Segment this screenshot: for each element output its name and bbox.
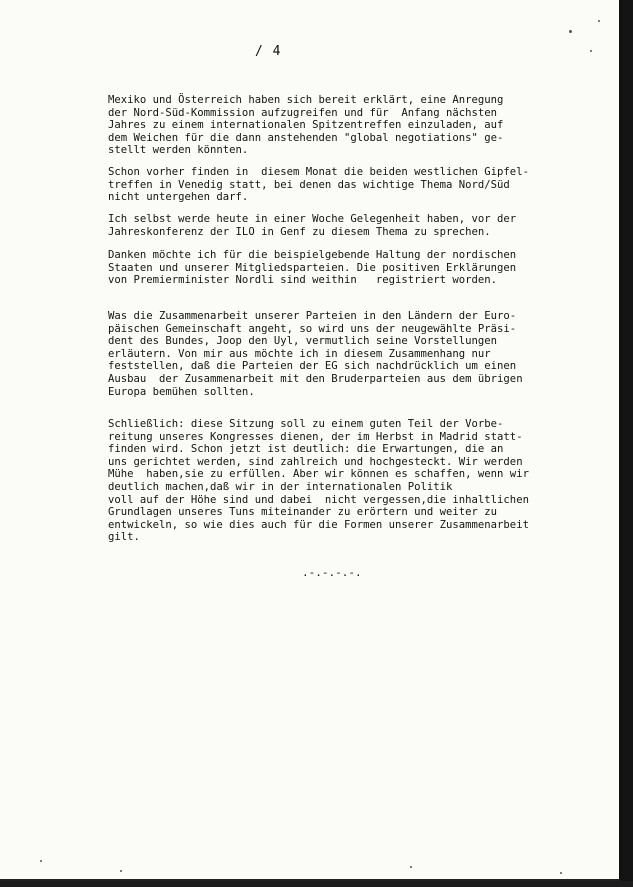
text-line: feststellen, daß die Parteien der EG sich nachdrücklich um einen	[108, 360, 517, 373]
text-line: Schließlich: diese Sitzung soll zu einem guten Teil der Vorbe-	[108, 418, 504, 430]
text-line: nicht untergehen darf.	[108, 191, 249, 204]
closing-separator: .-.-.-.-.	[302, 566, 362, 579]
paragraph-ilo	[108, 213, 578, 238]
text-line: Ausbau der Zusammenarbeit mit den Bruderparteien aus dem übrigen	[108, 372, 523, 385]
paragraph-kongress	[108, 418, 578, 544]
text-line: treffen in Venedig statt, bei denen das wichtige Thema Nord/Süd	[108, 178, 510, 191]
text-line: von Premierminister Nordli sind weithin registriert worden.	[108, 274, 498, 287]
text-line: dent des Bundes, Joop den Uyl, vermutlich seine Vorstellungen	[108, 335, 498, 348]
text-line: finden wird. Schon jetzt ist deutlich: die Erwartungen, die an	[108, 443, 504, 456]
scan-speck	[569, 30, 572, 33]
text-line: stellt werden könnten.	[108, 144, 249, 157]
text-line: Mühe haben,sie zu erfüllen. Aber wir können es schaffen, wenn wir	[108, 468, 529, 481]
text-line: voll auf der Höhe sind und dabei nicht vergessen,die inhaltlichen	[108, 493, 529, 506]
scan-speck	[40, 860, 42, 862]
text-line: Jahres zu einem internationalen Spitzentreffen einzuladen, auf	[108, 119, 504, 132]
scan-speck	[120, 870, 122, 872]
scan-edge-right	[622, 0, 633, 887]
text-line: Was die Zusammenarbeit unserer Parteien in den Ländern der Euro-	[108, 310, 517, 322]
text-line: dem Weichen für die dann anstehenden "global negotiations" ge-	[108, 131, 504, 144]
paragraph-nordische-staaten	[108, 249, 578, 287]
text-line: Mexiko und Österreich haben sich bereit erklärt, eine Anregung	[108, 94, 504, 106]
text-line: reitung unseres Kongresses dienen, der im Herbst in Madrid statt-	[108, 430, 523, 443]
text-line: Staaten und unserer Mitgliedsparteien. Die positiven Erklärungen	[108, 261, 517, 274]
text-line: Danken möchte ich für die beispielgebende Haltung der nordischen	[108, 249, 517, 261]
text-line: gilt.	[108, 531, 140, 544]
text-line: deutlich machen,daß wir in der internationalen Politik	[108, 480, 453, 493]
paragraph-europaeische-gemeinschaft	[108, 310, 578, 398]
text-line: uns gerichtet werden, sind zahlreich und hochgesteckt. Wir werden	[108, 455, 523, 468]
text-line: erläutern. Von mir aus möchte ich in diesem Zusammenhang nur	[108, 347, 491, 360]
scan-speck	[410, 866, 412, 868]
scan-speck	[598, 20, 600, 22]
text-line: Ich selbst werde heute in einer Woche Gelegenheit haben, vor der	[108, 213, 517, 225]
text-line: der Nord-Süd-Kommission aufzugreifen und für Anfang nächsten	[108, 106, 498, 119]
text-line: Europa bemühen sollten.	[108, 385, 255, 398]
paragraph-venedig	[108, 166, 578, 204]
scan-speck	[590, 50, 592, 52]
text-line: Jahreskonferenz der ILO in Genf zu diesem Thema zu sprechen.	[108, 225, 491, 238]
page-number: / 4	[255, 44, 282, 59]
scan-speck	[560, 872, 562, 874]
text-line: entwickeln, so wie dies auch für die Formen unserer Zusammenarbeit	[108, 518, 529, 531]
text-line: päischen Gemeinschaft angeht, so wird uns der neugewählte Präsi-	[108, 322, 517, 335]
text-line: Grundlagen unseres Tuns miteinander zu erörtern und weiter zu	[108, 506, 498, 519]
paragraph-mexiko	[108, 94, 578, 157]
text-line: Schon vorher finden in diesem Monat die beiden westlichen Gipfel-	[108, 166, 529, 178]
scan-edge-bottom	[0, 881, 633, 887]
